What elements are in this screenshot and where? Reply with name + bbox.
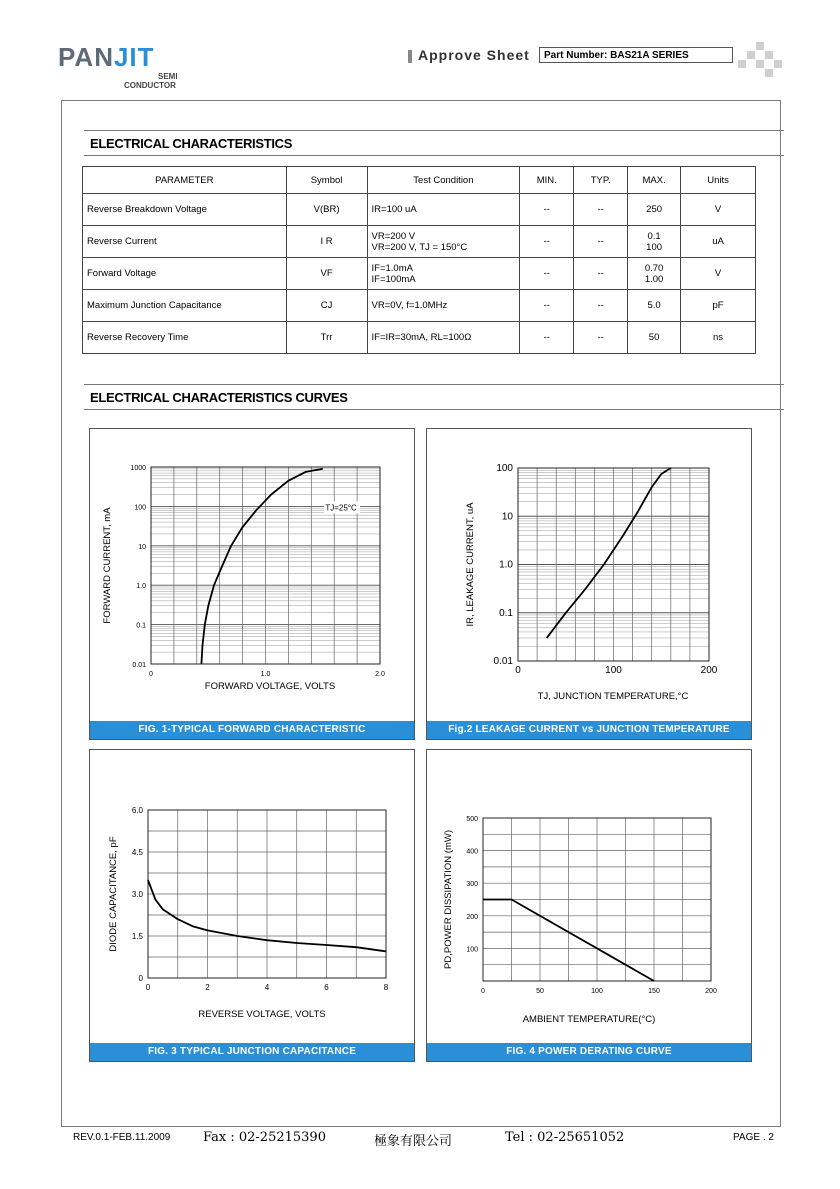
y-axis-label: DIODE CAPACITANCE, pF	[108, 836, 119, 952]
y-tick-label: 500	[466, 816, 478, 823]
tel-number: Tel : 02-25651052	[505, 1130, 625, 1145]
y-tick-label: 0.01	[132, 662, 146, 669]
y-tick-label: 300	[466, 881, 478, 889]
typ-cell: --	[574, 258, 628, 290]
max-cell: 0.70 1.00	[628, 258, 681, 290]
symbol-cell: V(BR)	[286, 194, 367, 226]
x-axis-label: TJ, JUNCTION TEMPERATURE,°C	[537, 691, 689, 702]
x-tick-label: 100	[605, 665, 622, 676]
typ-cell: --	[574, 322, 628, 354]
company-name: 極象有限公司	[374, 1134, 453, 1149]
x-tick-label: 0	[515, 665, 521, 676]
x-axis-label: REVERSE VOLTAGE, VOLTS	[198, 1009, 326, 1020]
y-tick-label: 200	[466, 913, 478, 921]
param-cell: Forward Voltage	[83, 258, 287, 290]
table-row	[83, 194, 756, 226]
chart-panel-fig3	[89, 749, 415, 1062]
y-tick-label: 1.0	[499, 559, 513, 571]
y-tick-label: 0	[138, 974, 143, 983]
decorative-pixel-pattern	[738, 42, 783, 80]
y-axis-label: IR, LEAKAGE CURRENT, uA	[465, 502, 476, 627]
chart-caption: FIG. 3 TYPICAL JUNCTION CAPACITANCE	[90, 1043, 414, 1061]
table-row	[83, 290, 756, 322]
symbol-cell: CJ	[286, 290, 367, 322]
max-cell: 50	[628, 322, 681, 354]
company-logo	[58, 42, 188, 88]
table-header-cell: Symbol	[286, 167, 367, 194]
fax-number: Fax : 02-25215390	[203, 1130, 326, 1145]
condition-cell: VR=0V, f=1.0MHz	[367, 290, 520, 322]
table-row	[83, 226, 756, 258]
x-tick-label: 1.0	[260, 671, 271, 678]
y-tick-label: 1000	[130, 465, 146, 472]
typ-cell: --	[574, 194, 628, 226]
approve-bar-marker	[408, 50, 412, 63]
x-tick-label: 0	[481, 988, 485, 995]
logo-wordmark: PANJIT	[58, 42, 155, 72]
section-title-curves: ELECTRICAL CHARACTERISTICS CURVES	[90, 390, 348, 405]
condition-cell: IF=IR=30mA, RL=100Ω	[367, 322, 520, 354]
x-tick-label: 100	[591, 988, 603, 995]
revision-label: REV.0.1-FEB.11.2009	[73, 1132, 171, 1143]
max-cell: 0.1 100	[628, 226, 681, 258]
y-tick-label: 0.1	[499, 607, 513, 619]
electrical-characteristics-table	[82, 166, 756, 354]
table-header-cell: TYP.	[574, 167, 628, 194]
x-tick-label: 50	[536, 988, 544, 995]
y-tick-label: 100	[466, 946, 478, 954]
page-number: PAGE . 2	[733, 1132, 774, 1143]
x-tick-label: 0	[149, 671, 153, 678]
max-cell: 250	[628, 194, 681, 226]
part-number-box: Part Number: BAS21A SERIES	[539, 47, 733, 63]
unit-cell: pF	[681, 290, 756, 322]
chart-panel-fig1	[89, 428, 415, 740]
chart-caption: FIG. 1-TYPICAL FORWARD CHARACTERISTIC	[90, 721, 414, 739]
max-cell: 5.0	[628, 290, 681, 322]
chart-caption: Fig.2 LEAKAGE CURRENT vs JUNCTION TEMPERATURE	[427, 721, 751, 739]
x-tick-label: 2.0	[375, 671, 385, 678]
y-tick-label: 100	[496, 463, 513, 474]
y-tick-label: 0.1	[136, 622, 146, 630]
x-tick-label: 6	[324, 983, 329, 992]
chart-panel-fig4	[426, 749, 752, 1062]
y-axis-label: PD,POWER DISSIPATION (mW)	[443, 830, 454, 969]
y-tick-label: 10	[138, 543, 146, 551]
condition-cell: IF=1.0mA IF=100mA	[367, 258, 520, 290]
section-rule-top	[84, 130, 784, 131]
unit-cell: uA	[681, 226, 756, 258]
y-axis-label: FORWARD CURRENT, mA	[102, 507, 113, 624]
table-row	[83, 322, 756, 354]
x-tick-label: 8	[383, 983, 389, 992]
unit-cell: V	[681, 258, 756, 290]
chart-fig3-svg	[90, 750, 414, 1043]
x-axis-label: FORWARD VOLTAGE, VOLTS	[204, 681, 336, 692]
chart-fig1-svg	[90, 429, 414, 721]
param-cell: Reverse Current	[83, 226, 287, 258]
chart-fig2-svg	[427, 429, 751, 721]
unit-cell: V	[681, 194, 756, 226]
y-tick-label: 10	[501, 511, 513, 523]
y-tick-label: 100	[134, 504, 146, 512]
chart-panel-fig2	[426, 428, 752, 740]
min-cell: --	[520, 258, 574, 290]
x-tick-label: 150	[648, 988, 660, 995]
min-cell: --	[520, 322, 574, 354]
y-tick-label: 1.0	[136, 583, 146, 591]
typ-cell: --	[574, 226, 628, 258]
x-tick-label: 2	[205, 983, 210, 992]
section-rule-bottom	[84, 409, 784, 410]
section-title-electrical: ELECTRICAL CHARACTERISTICS	[90, 136, 293, 151]
param-cell: Reverse Breakdown Voltage	[83, 194, 287, 226]
x-tick-label: 0	[145, 983, 151, 992]
chart-fig4-svg	[427, 750, 751, 1043]
chart-caption: FIG. 4 POWER DERATING CURVE	[427, 1043, 751, 1061]
symbol-cell: VF	[286, 258, 367, 290]
section-rule-bottom	[84, 155, 784, 156]
table-header-cell: Test Condition	[367, 167, 520, 194]
typ-cell: --	[574, 290, 628, 322]
unit-cell: ns	[681, 322, 756, 354]
table-header-cell: PARAMETER	[83, 167, 287, 194]
logo-sub-conductor: CONDUCTOR	[124, 81, 176, 90]
table-header-row	[83, 167, 756, 194]
y-tick-label: 0.01	[493, 656, 513, 667]
x-tick-label: 4	[264, 983, 270, 992]
param-cell: Maximum Junction Capacitance	[83, 290, 287, 322]
table-header-cell: MIN.	[520, 167, 574, 194]
x-axis-label: AMBIENT TEMPERATURE(°C)	[522, 1014, 656, 1025]
symbol-cell: Trr	[286, 322, 367, 354]
x-tick-label: 200	[705, 988, 717, 995]
min-cell: --	[520, 226, 574, 258]
condition-cell: IR=100 uA	[367, 194, 520, 226]
y-tick-label: 4.5	[131, 848, 143, 857]
y-tick-label: 400	[466, 848, 478, 856]
approve-sheet-label: Approve Sheet	[418, 47, 530, 63]
condition-cell: VR=200 V VR=200 V, TJ = 150°C	[367, 226, 520, 258]
annotation-label: TJ=25°C	[325, 503, 357, 513]
y-tick-label: 1.5	[131, 932, 143, 941]
min-cell: --	[520, 290, 574, 322]
table-row	[83, 258, 756, 290]
logo-sub-semi: SEMI	[158, 72, 178, 81]
y-tick-label: 3.0	[131, 890, 143, 899]
table-header-cell: MAX.	[628, 167, 681, 194]
table-header-cell: Units	[681, 167, 756, 194]
min-cell: --	[520, 194, 574, 226]
y-tick-label: 6.0	[131, 806, 143, 815]
section-rule-top	[84, 384, 784, 385]
symbol-cell: I R	[286, 226, 367, 258]
param-cell: Reverse Recovery Time	[83, 322, 287, 354]
x-tick-label: 200	[700, 665, 718, 676]
